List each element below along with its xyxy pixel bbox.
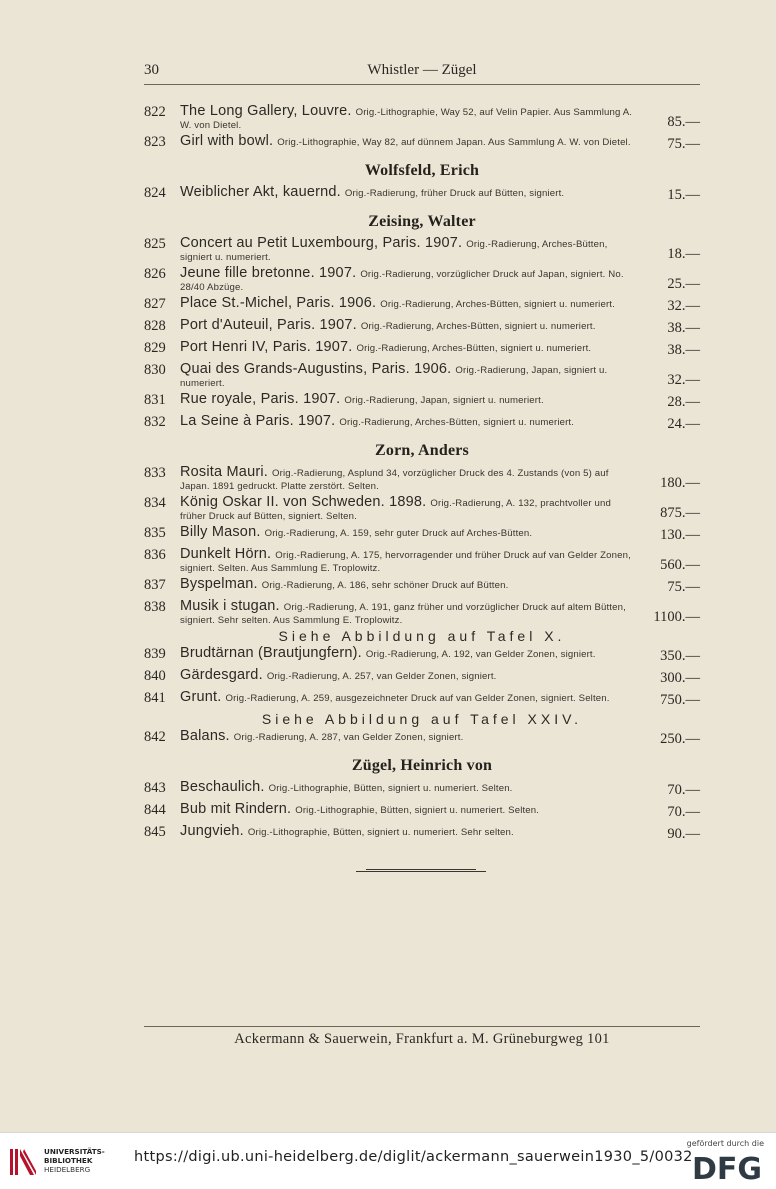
work-title: Jeune fille bretonne. 1907.	[180, 265, 357, 281]
catalog-entry	[144, 824, 700, 843]
catalog-entry	[144, 547, 700, 574]
entry-body	[180, 577, 636, 591]
work-description: Orig.-Radierung, Arches-Bütten, signiert u. numeriert.	[356, 343, 592, 354]
price: 38.—	[667, 342, 700, 358]
page-number: 30	[144, 62, 159, 78]
work-description: Orig.-Lithographie, Bütten, signiert u. numeriert. Sehr selten.	[247, 827, 514, 838]
work-title: Weiblicher Akt, kauernd.	[180, 184, 341, 200]
entry-body	[180, 362, 636, 389]
catalog-entry	[144, 134, 700, 153]
price: 32.—	[667, 298, 700, 314]
price: 750.—	[660, 692, 700, 708]
lot-number: 833	[144, 465, 166, 481]
work-title: Girl with bowl.	[180, 133, 274, 149]
work-description: Orig.-Radierung, A. 175, hervorragender und früher Druck auf van Gelder Zonen, signiert. Selten. Aus Sammlung E. Troplowitz.	[180, 550, 631, 574]
work-description: Orig.-Radierung, A. 186, sehr schöner Druck auf Bütten.	[261, 580, 509, 591]
entry-body	[180, 495, 636, 522]
entry-body	[180, 465, 636, 492]
lot-number: 837	[144, 577, 166, 593]
entry-body	[180, 802, 636, 816]
entry-body	[180, 340, 636, 354]
catalog-entry	[144, 577, 700, 596]
price: 350.—	[660, 648, 700, 664]
publisher-footer: Ackermann & Sauerwein, Frankfurt a. M. Grüneburgweg 101	[234, 1031, 610, 1047]
catalog-entry	[144, 495, 700, 522]
university-library-logo-icon[interactable]	[6, 1143, 38, 1179]
entry-body	[180, 414, 636, 428]
work-description: Orig.-Radierung, vorzüglicher Druck auf Japan, signiert. No. 28/40 Abzüge.	[180, 269, 624, 293]
lot-number: 822	[144, 104, 166, 120]
document-url-link[interactable]: https://digi.ub.uni-heidelberg.de/diglit/ackermann_sauerwein1930_5/0032	[134, 1149, 693, 1165]
work-description: Orig.-Radierung, Japan, signiert u. numeriert.	[180, 365, 608, 389]
price: 180.—	[660, 475, 700, 491]
work-title: Balans.	[180, 728, 230, 744]
price: 300.—	[660, 670, 700, 686]
work-title: König Oskar II. von Schweden. 1898.	[180, 494, 427, 510]
work-description: Orig.-Radierung, A. 259, ausgezeichneter Druck auf van Gelder Zonen, signiert. Selten.	[225, 693, 610, 704]
catalog-entry	[144, 236, 700, 263]
work-title: Port d'Auteuil, Paris. 1907.	[180, 317, 357, 333]
catalog-entry	[144, 729, 700, 748]
catalog-entry	[144, 802, 700, 821]
work-title: The Long Gallery, Louvre.	[180, 103, 352, 119]
price: 24.—	[667, 416, 700, 432]
lot-number: 827	[144, 296, 166, 312]
price: 90.—	[667, 826, 700, 842]
catalog-entry	[144, 340, 700, 359]
catalog-entry	[144, 185, 700, 204]
work-title: Place St.-Michel, Paris. 1906.	[180, 295, 377, 311]
work-description: Orig.-Radierung, A. 257, van Gelder Zonen, signiert.	[266, 671, 497, 682]
entry-body	[180, 104, 636, 131]
work-title: Gärdesgard.	[180, 667, 263, 683]
plate-reference-note: Siehe Abbildung auf Tafel X.	[278, 628, 566, 644]
library-bar	[0, 1132, 776, 1189]
price: 75.—	[667, 579, 700, 595]
lot-number: 842	[144, 729, 166, 745]
work-description: Orig.-Radierung, A. 132, prachtvoller und früher Druck auf Bütten, signiert. Selten.	[180, 498, 611, 522]
work-title: Beschaulich.	[180, 779, 265, 795]
work-description: Orig.-Lithographie, Bütten, signiert u. numeriert. Selten.	[295, 805, 540, 816]
entry-body	[180, 547, 636, 574]
entry-body	[180, 185, 636, 199]
catalog-entry	[144, 599, 700, 626]
work-title: Rosita Mauri.	[180, 464, 269, 480]
catalog-entry	[144, 392, 700, 411]
lot-number: 839	[144, 646, 166, 662]
header-rule	[144, 84, 700, 85]
work-description: Orig.-Radierung, A. 192, van Gelder Zonen, signiert.	[365, 649, 596, 660]
price: 70.—	[667, 782, 700, 798]
work-title: Bub mit Rindern.	[180, 801, 292, 817]
artist-heading: Zorn, Anders	[375, 442, 469, 459]
entry-body	[180, 525, 636, 539]
catalog-entry	[144, 668, 700, 687]
lot-number: 829	[144, 340, 166, 356]
work-title: Dunkelt Hörn.	[180, 546, 272, 562]
running-title: Whistler — Zügel	[367, 62, 477, 78]
lot-number: 840	[144, 668, 166, 684]
entry-body	[180, 690, 636, 704]
entry-body	[180, 134, 636, 148]
work-description: Orig.-Radierung, Asplund 34, vorzüglicher Druck des 4. Zustands (von 5) auf Japan. 1891 gedruckt. Platte zerstört. Selten.	[180, 468, 609, 492]
entry-body	[180, 646, 636, 660]
work-title: Byspelman.	[180, 576, 258, 592]
lot-number: 844	[144, 802, 166, 818]
lot-number: 836	[144, 547, 166, 563]
work-description: Orig.-Radierung, A. 159, sehr guter Druck auf Arches-Bütten.	[264, 528, 533, 539]
work-title: Brudtärnan (Brautjungfern).	[180, 645, 362, 661]
work-title: Rue royale, Paris. 1907.	[180, 391, 341, 407]
price: 32.—	[667, 372, 700, 388]
lot-number: 828	[144, 318, 166, 334]
work-title: Concert au Petit Luxembourg, Paris. 1907.	[180, 235, 463, 251]
work-description: Orig.-Radierung, A. 287, van Gelder Zonen, signiert.	[233, 732, 464, 743]
work-description: Orig.-Radierung, Arches-Bütten, signiert u. numeriert.	[180, 239, 608, 263]
work-description: Orig.-Radierung, Japan, signiert u. numeriert.	[344, 395, 544, 406]
catalog-entry	[144, 780, 700, 799]
lot-number: 845	[144, 824, 166, 840]
entry-body	[180, 318, 636, 332]
lot-number: 825	[144, 236, 166, 252]
work-description: Orig.-Radierung, früher Druck auf Bütten, signiert.	[344, 188, 565, 199]
funding-caption: gefördert durch die	[686, 1139, 764, 1148]
price: 15.—	[667, 187, 700, 203]
catalog-entry	[144, 296, 700, 315]
lot-number: 823	[144, 134, 166, 150]
catalog-entry	[144, 646, 700, 665]
work-title: La Seine à Paris. 1907.	[180, 413, 336, 429]
lot-number: 835	[144, 525, 166, 541]
price: 18.—	[667, 246, 700, 262]
price: 28.—	[667, 394, 700, 410]
page-header	[144, 62, 700, 84]
entry-body	[180, 780, 636, 794]
plate-reference-note: Siehe Abbildung auf Tafel XXIV.	[261, 711, 583, 727]
work-description: Orig.-Radierung, A. 191, ganz früher und vorzüglicher Druck auf altem Bütten, signiert. Sehr selten. Aus Sammlung E. Troplowitz.	[180, 602, 626, 626]
entry-body	[180, 236, 636, 263]
work-title: Port Henri IV, Paris. 1907.	[180, 339, 353, 355]
price: 75.—	[667, 136, 700, 152]
price: 25.—	[667, 276, 700, 292]
work-title: Quai des Grands-Augustins, Paris. 1906.	[180, 361, 452, 377]
catalog-entries	[144, 104, 700, 846]
lot-number: 834	[144, 495, 166, 511]
entry-body	[180, 668, 636, 682]
price: 85.—	[667, 114, 700, 130]
artist-heading: Zügel, Heinrich von	[351, 757, 493, 774]
artist-heading: Wolfsfeld, Erich	[364, 162, 480, 179]
work-description: Orig.-Radierung, Arches-Bütten, signiert u. numeriert.	[339, 417, 575, 428]
catalog-entry	[144, 266, 700, 293]
work-title: Grunt.	[180, 689, 222, 705]
catalog-entry	[144, 414, 700, 433]
price: 1100.—	[653, 609, 700, 625]
entry-body	[180, 296, 636, 310]
lot-number: 831	[144, 392, 166, 408]
lot-number: 824	[144, 185, 166, 201]
lot-number: 838	[144, 599, 166, 615]
work-description: Orig.-Radierung, Arches-Bütten, signiert u. numeriert.	[360, 321, 596, 332]
lot-number: 826	[144, 266, 166, 282]
lot-number: 830	[144, 362, 166, 378]
price: 875.—	[660, 505, 700, 521]
catalog-entry	[144, 318, 700, 337]
entry-body	[180, 266, 636, 293]
price: 250.—	[660, 731, 700, 747]
lot-number: 832	[144, 414, 166, 430]
work-title: Musik i stugan.	[180, 598, 280, 614]
entry-body	[180, 599, 636, 626]
price: 560.—	[660, 557, 700, 573]
work-title: Billy Mason.	[180, 524, 261, 540]
end-ornament-rule	[356, 869, 486, 872]
catalog-entry	[144, 465, 700, 492]
price: 130.—	[660, 527, 700, 543]
work-description: Orig.-Lithographie, Way 52, auf Velin Papier. Aus Sammlung A. W. von Dietel.	[180, 107, 633, 131]
institution-name[interactable]: UNIVERSITÄTS- BIBLIOTHEK HEIDELBERG	[44, 1147, 105, 1174]
work-title: Jungvieh.	[180, 823, 244, 839]
dfg-logo-text: DFG	[691, 1152, 763, 1183]
catalog-entry	[144, 362, 700, 389]
entry-body	[180, 392, 636, 406]
entry-body	[180, 729, 636, 743]
entry-body	[180, 824, 636, 838]
work-description: Orig.-Lithographie, Bütten, signiert u. numeriert. Selten.	[268, 783, 513, 794]
artist-heading: Zeising, Walter	[368, 213, 476, 230]
lot-number: 841	[144, 690, 166, 706]
work-description: Orig.-Lithographie, Way 82, auf dünnem Japan. Aus Sammlung A. W. von Dietel.	[277, 137, 631, 148]
catalog-entry	[144, 690, 700, 709]
footer-rule	[144, 1026, 700, 1027]
price: 70.—	[667, 804, 700, 820]
catalog-entry	[144, 525, 700, 544]
lot-number: 843	[144, 780, 166, 796]
dfg-logo-icon[interactable]	[690, 1151, 764, 1183]
catalog-entry	[144, 104, 700, 131]
work-description: Orig.-Radierung, Arches-Bütten, signiert u. numeriert.	[380, 299, 615, 310]
price: 38.—	[667, 320, 700, 336]
